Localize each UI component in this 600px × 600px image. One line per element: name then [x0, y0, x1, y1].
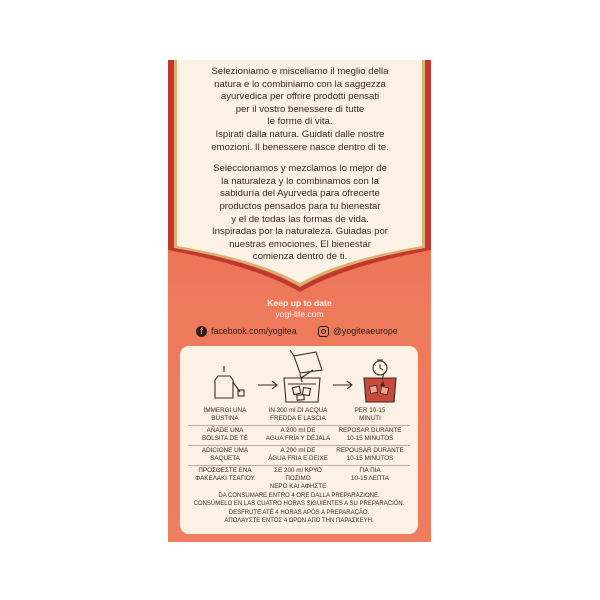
- note-greek: ΑΠΟΛΑΥΣΤΕ ΕΝΤΟΣ 4 ΩΡΩΝ ΑΠΟ ΤΗΝ ΠΑΡΑΣΚΕΥΗ.: [224, 518, 374, 525]
- step-2-text: IN 200 ml DI ACQUA FREDDA E LASCIA A 200 ml DE AGUA FRÍA Y DÉJALA A 200 ml DE ÁGUA FRIA E DEIXE ΣΕ 200 ml ΚΡΥΟ ΠΟΣΙΜΟ ΝΕΡΟ ΚΑΙ ΑΦΗΣΤΕ: [265, 407, 331, 490]
- spanish-text-line: comienza dentro de ti.: [252, 251, 348, 263]
- facebook-icon: f: [196, 326, 207, 337]
- note-spanish: CONSÚMELO EN LAS CUATRO HORAS SIGUIENTES A SU PREPARACIÓN.: [193, 501, 405, 508]
- spanish-text-line: sabiduría del Ayurveda para ofrecerte: [220, 188, 380, 200]
- spanish-text-line: nuestras emociones. El bienestar: [229, 238, 371, 250]
- spanish-text-line: Inspiradas por la naturaleza. Guiadas por: [212, 226, 388, 238]
- spanish-text-line: Seleccionamos y mezclamos lo mejor de: [213, 163, 387, 175]
- italian-text-line: natura e lo combiniamo con la saggezza: [214, 78, 386, 90]
- pour-water-cup-icon: [284, 350, 322, 402]
- spanish-text-line: productos pensados para tu bienestar: [219, 200, 381, 212]
- step-3-text: PER 10-15 MINUTI REPOSAR DURANTE 10-15 MINUTOS REPOUSAR DURANTE 10-15 MINUTOS ΓΙΑ ΠΙΑ 10-15 ΛΕΠΤΑ: [336, 407, 404, 482]
- italian-text-line: Selezioniamo e misceliamo il meglio della: [211, 66, 389, 77]
- note-portuguese: DESFRUTE ATÉ 4 HORAS APÓS A PREPARAÇÃO.: [228, 509, 370, 516]
- arrow-right-icon: [258, 381, 277, 389]
- consumption-notes: [180, 492, 418, 526]
- spanish-text-line: la naturaleza y lo combinamos con la: [221, 175, 379, 187]
- keep-up-to-date-heading: Keep up to date: [267, 298, 332, 308]
- italian-text-line: emozioni. Il benessere nasce dentro di te.: [211, 141, 389, 153]
- italian-text-line: ayurvedica per offrire prodotti pensati: [220, 91, 380, 103]
- tea-bag-icon: [215, 366, 244, 398]
- arrow-right-icon: [333, 381, 352, 389]
- italian-text-line: per il vostro benessere di tutte: [235, 103, 365, 115]
- step-1-text: IMMERGI UNA BUSTINA AÑADE UNA BOLSITA DE TÉ ADICIONE UMA SAQUETA ΠΡΟΣΘΕΣΤΕ ΕΝΑ ΦΑΚΕΛΑΚΙ ΤΣΑΓΙΟΥ: [195, 407, 255, 482]
- note-italian: DA CONSUMARE ENTRO 4 ORE DALLA PREPARAZIONE.: [218, 493, 380, 499]
- italian-text-line: Ispirati dalla natura. Guidati dalle nostre: [215, 128, 385, 140]
- italian-text-line: le forme di vita.: [267, 116, 333, 128]
- instagram-handle: @yogiteaeurope: [333, 326, 398, 336]
- website-link[interactable]: yogi-life.com: [275, 309, 324, 319]
- spanish-text-line: y el de todas las formas de vida.: [231, 213, 369, 225]
- facebook-handle: facebook.com/yogitea: [211, 326, 297, 336]
- timer-cup-icon: [364, 360, 396, 402]
